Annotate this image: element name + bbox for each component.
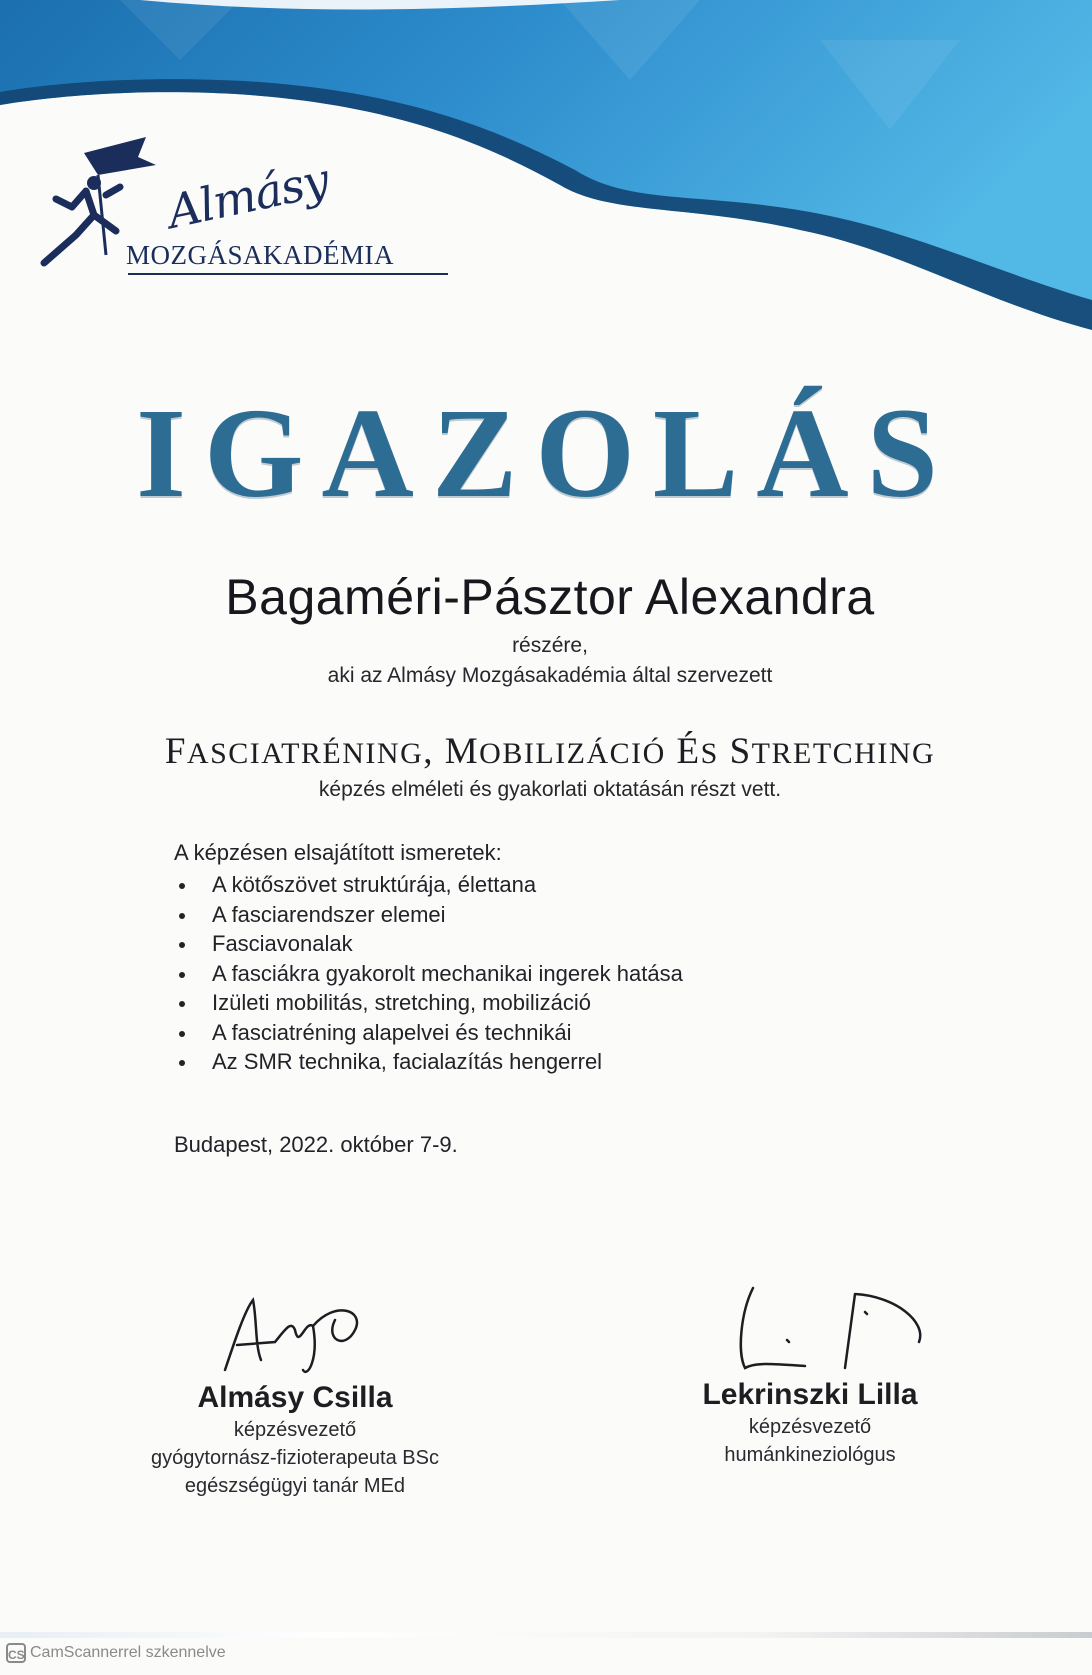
signer-title-1: gyógytornász-fizioterapeuta BSc [151,1447,439,1469]
course-note: képzés elméleti és gyakorlati oktatásán részt vett. [318,778,782,801]
almasy-logo [36,135,456,295]
intro-line-1: részére, [512,634,588,657]
list-item [174,959,874,989]
signer-name: Almásy Csilla [197,1381,393,1414]
list-item-text: A kötőszövet struktúrája, élettana [212,872,537,897]
course-word-1: ASCIATRÉNING [186,737,424,770]
bullet-icon [179,1001,185,1007]
footer-bar [0,1632,1092,1638]
list-item-text: A fasciatréning alapelvei és technikái [212,1019,572,1045]
intro-line-2: aki az Almásy Mozgásakadémia által szervezett [327,664,773,687]
list-item-text: A fasciákra gyakorolt mechanikai ingerek hatása [212,960,683,986]
logo-underline [128,273,448,275]
course-word-4: TRETCHING [751,737,936,770]
camscanner-icon: CS [6,1643,26,1663]
list-item [174,870,874,900]
list-item [174,1018,874,1048]
signature-lekrinszki [695,1282,925,1377]
course-cap-2: M [444,731,480,772]
bullet-icon [179,1031,185,1037]
list-item-text: Fasciavonalak [212,931,353,956]
signer-title-2: egészségügyi tanár MEd [184,1475,406,1497]
camscanner-watermark [6,1643,226,1663]
list-item-text: Az SMR technika, facialazítás hengerrel [212,1049,603,1074]
signer-name: Lekrinszki Lilla [702,1378,918,1411]
list-item [174,900,874,930]
course-cap-4: S [729,731,752,772]
course-title [0,730,1092,773]
bullet-icon [179,913,185,919]
course-cap-1: F [164,731,187,772]
list-item [174,929,874,959]
bullet-icon [179,1060,185,1066]
course-cap-3: É [676,731,701,772]
logo-subtitle: MOZGÁSAKADÉMIA [126,240,394,270]
knowledge-section [174,838,874,1077]
certificate-title: IGAZOLÁS [136,382,956,524]
signer-almasy [110,1290,480,1500]
recipient-name: Bagaméri-Pásztor Alexandra [225,569,875,625]
camscanner-text: CamScannerrel szkennelve [30,1644,226,1662]
logo-script-text: Almásy [162,152,334,239]
signer-role: képzésvezető [748,1416,872,1438]
knowledge-heading: A képzésen elsajátított ismeretek: [174,840,502,865]
place-and-date: Budapest, 2022. október 7-9. [174,1132,458,1157]
signer-lekrinszki [660,1282,960,1469]
list-item [174,1047,874,1077]
signer-title-1: humánkineziológus [724,1444,896,1466]
signature-almasy [195,1290,395,1380]
bullet-icon [179,942,185,948]
bullet-icon [179,972,185,978]
knowledge-list [174,870,874,1077]
course-word-2: OBILIZÁCIÓ [479,737,666,770]
course-sep-3 [719,731,730,772]
list-item-text: Izületi mobilitás, stretching, mobilizáció [212,990,592,1015]
signer-role: képzésvezető [233,1419,357,1441]
list-item-text: A fasciarendszer elemei [212,901,446,927]
list-item [174,988,874,1018]
course-word-3: S [700,737,719,770]
bullet-icon [179,883,185,889]
course-sep-2 [666,731,677,772]
course-sep-1: , [423,731,445,772]
